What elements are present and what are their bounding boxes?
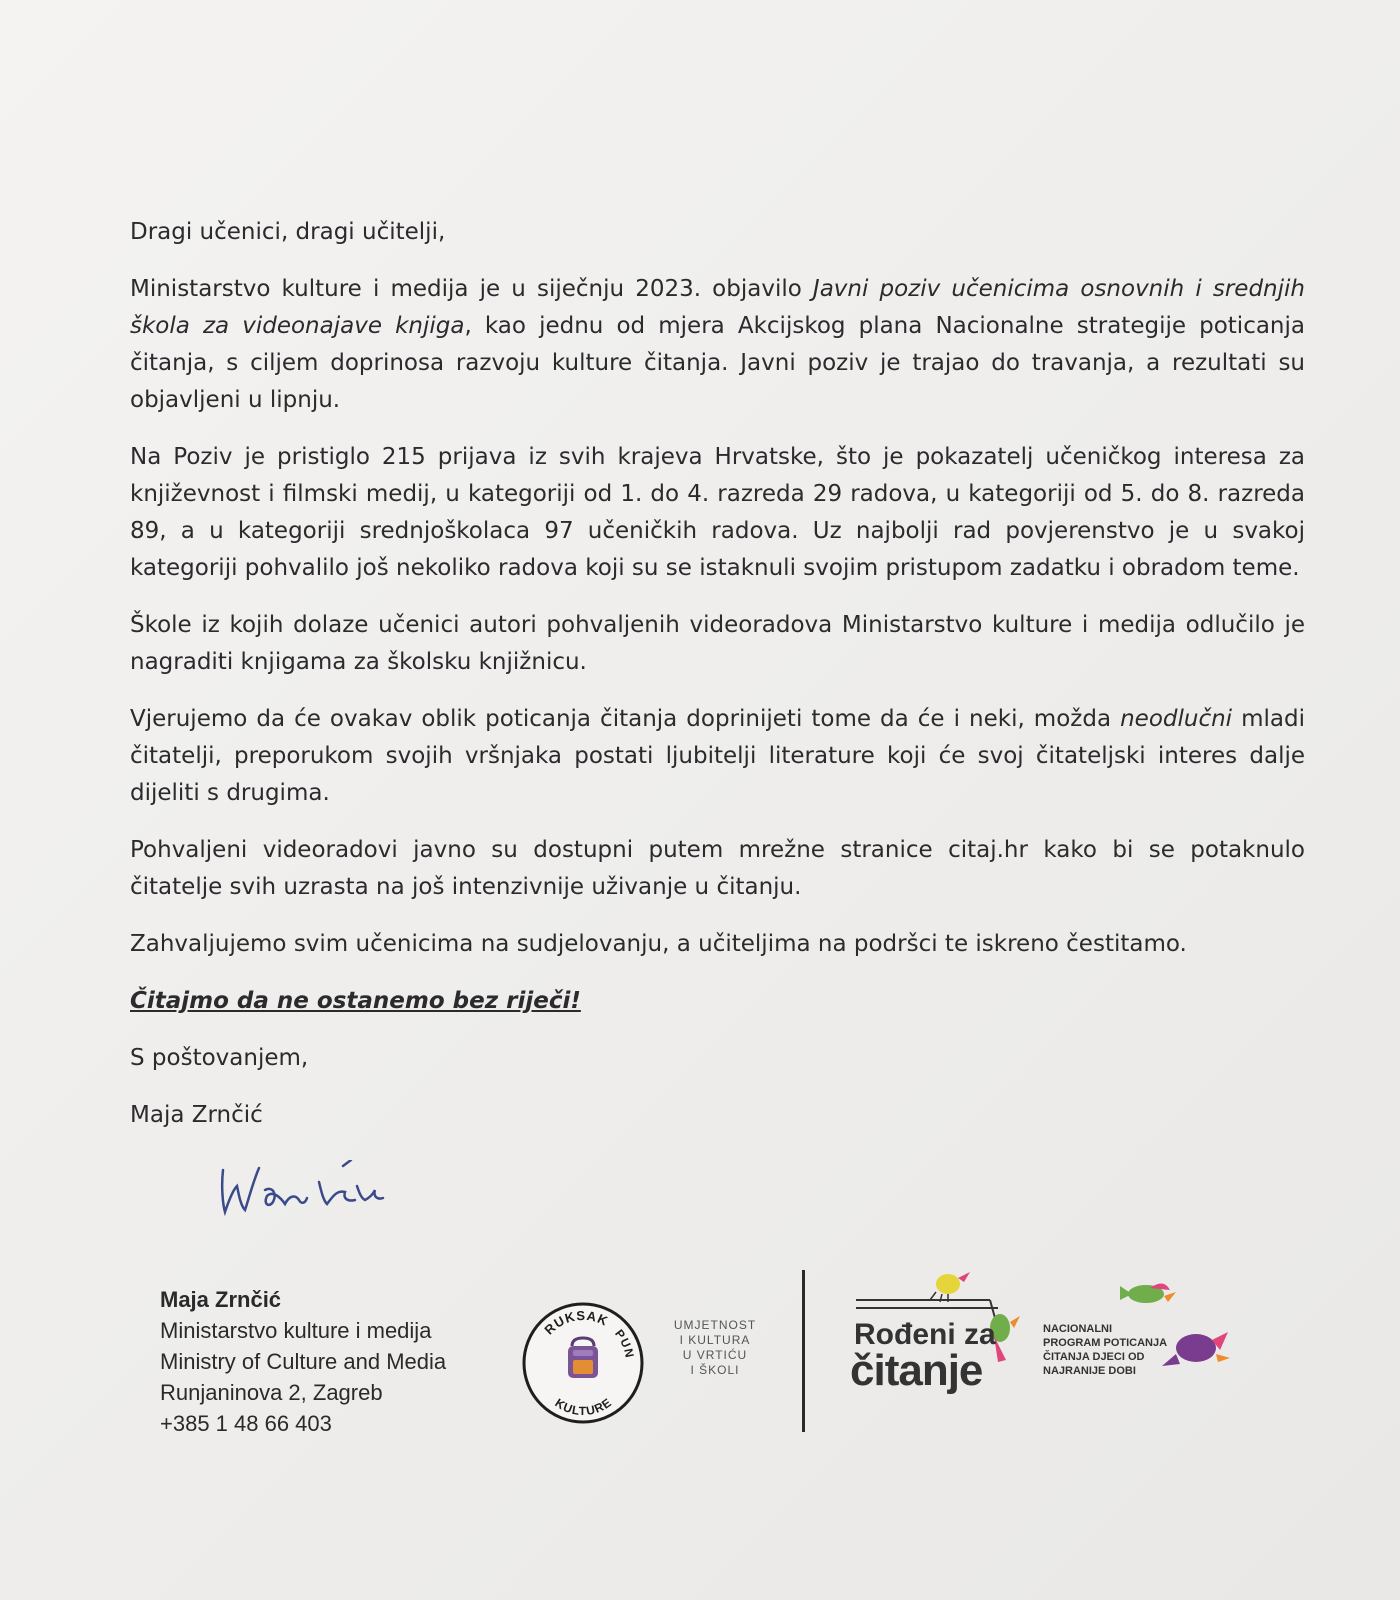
p4-text-before: Vjerujemo da će ovakav oblik poticanja čitanja doprinijeti tome da će i neki, možda [130, 706, 1121, 732]
paragraph-4 [130, 701, 1305, 812]
paragraph-2: Na Poziv je pristiglo 215 prijava iz svih krajeva Hrvatske, što je pokazatelj učeničkog interesa za književnost i filmski medij, u kategoriji od 1. do 4. razreda 29 radova, u kategoriji od 5. do 8. razreda 89, a u kategoriji srednjoškolaca 97 učeničkih radova. Uz najbolji rad povjerenstvo je u svakoj kategoriji pohvalilo još nekoliko radova koji su se istaknuli svojim pristupom zadatku i obradom teme. [130, 444, 1305, 581]
footer-divider [802, 1270, 805, 1432]
contact-org-hr: Ministarstvo kulture i medija [160, 1318, 432, 1343]
tagline-line-3: ČITANJA DJECI OD [1043, 1351, 1145, 1363]
paragraph-3: Škole iz kojih dolaze učenici autori pohvaljenih videoradova Ministarstvo kulture i medija odlučilo je nagraditi knjigama za školsku knjižnicu. [130, 612, 1305, 675]
umjetnost-line-3: U VRTIĆU [682, 1348, 748, 1362]
p4-text-after: mladi čitatelji, preporukom svojih vršnjaka postati ljubitelji literature koji će svoj čitateljski interes dalje dijeliti s drugima. [130, 706, 1305, 806]
greeting: Dragi učenici, dragi učitelji, [130, 219, 446, 245]
letter-body [130, 214, 1305, 1154]
umjetnost-line-2: I KULTURA [679, 1333, 751, 1347]
contact-org-en: Ministry of Culture and Media [160, 1349, 447, 1374]
rodeni-za-citanje-logo [850, 1270, 1240, 1420]
paragraph-5: Pohvaljeni videoradovi javno su dostupni putem mrežne stranice citaj.hr kako bi se potaknulo čitatelje svih uzrasta na još intenzivnije uživanje u čitanju. [130, 837, 1305, 900]
ruksak-word-2: PUN [612, 1326, 637, 1360]
tagline-line-4: NAJRANIJE DOBI [1043, 1365, 1136, 1377]
contact-block [160, 1284, 446, 1439]
handwritten-signature [215, 1160, 395, 1230]
contact-address: Runjaninova 2, Zagreb [160, 1380, 383, 1405]
paragraph-1 [130, 271, 1305, 419]
p1-text-before: Ministarstvo kulture i medija je u siječnju 2023. objavilo [130, 276, 813, 302]
signer-name: Maja Zrnčić [130, 1102, 263, 1128]
ruksak-pun-kulture-logo [520, 1300, 646, 1426]
contact-phone: +385 1 48 66 403 [160, 1411, 332, 1436]
p1-call-title: Javni poziv učenicima osnovnih i srednjih škola za videonajave knjiga [130, 276, 1305, 339]
ruksak-word-1: RUKSAK [541, 1307, 611, 1338]
letter-footer [0, 1270, 1400, 1450]
rodeni-line-2: čitanje [850, 1346, 983, 1395]
ruksak-word-3: KULTURE [552, 1395, 615, 1419]
umjetnost-line-4: I ŠKOLI [690, 1363, 740, 1377]
rodeni-line-1: Rođeni za [854, 1318, 996, 1351]
umjetnost-line-1: UMJETNOST [673, 1318, 757, 1332]
motto: Čitajmo da ne ostanemo bez riječi! [130, 988, 581, 1014]
p1-text-after: , kao jednu od mjera Akcijskog plana Nacionalne strategije poticanja čitanja, s ciljem doprinosa razvoju kulture čitanja. Javni poziv je trajao do travanja, a rezultati su objavljeni u lipnju. [130, 313, 1305, 413]
contact-name: Maja Zrnčić [160, 1287, 282, 1312]
rodeni-tagline [1043, 1322, 1193, 1378]
paragraph-6: Zahvaljujemo svim učenicima na sudjelovanju, a učiteljima na podršci te iskreno čestitamo. [130, 931, 1187, 957]
p4-italic-word: neodlučni [1120, 706, 1233, 732]
tagline-line-2: PROGRAM POTICANJA [1043, 1337, 1168, 1349]
umjetnost-caption [660, 1318, 770, 1378]
closing: S poštovanjem, [130, 1045, 309, 1071]
tagline-line-1: NACIONALNI [1043, 1323, 1113, 1335]
